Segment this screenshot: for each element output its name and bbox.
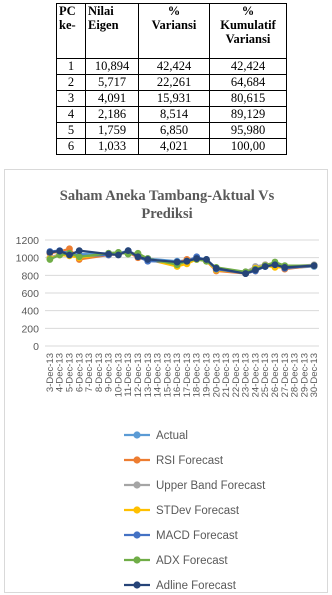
table-row bbox=[57, 75, 287, 91]
data-point bbox=[56, 248, 63, 255]
x-tick-label: 25-Dec-13 bbox=[260, 353, 272, 398]
cell-pc: 1 bbox=[57, 59, 86, 75]
data-point bbox=[281, 264, 288, 271]
cell-eigen: 1,033 bbox=[86, 139, 139, 155]
cell-variance: 15,931 bbox=[139, 91, 210, 107]
legend-swatch-marker bbox=[133, 481, 140, 488]
legend-label: Adline Forecast bbox=[156, 580, 236, 592]
table-header-row bbox=[57, 4, 287, 59]
x-tick-label: 7-Dec-13 bbox=[84, 353, 96, 393]
header-pc: PC ke- bbox=[57, 4, 86, 59]
x-tick-label: 14-Dec-13 bbox=[152, 353, 164, 398]
x-tick-label: 12-Dec-13 bbox=[132, 353, 144, 398]
legend-swatch-marker bbox=[133, 431, 140, 438]
x-tick-label: 23-Dec-13 bbox=[240, 353, 252, 398]
x-tick-label: 30-Dec-13 bbox=[309, 353, 321, 398]
x-tick-label: 22-Dec-13 bbox=[230, 353, 242, 398]
cell-variance: 42,424 bbox=[139, 59, 210, 75]
x-tick-label: 18-Dec-13 bbox=[191, 353, 203, 398]
data-point bbox=[213, 265, 220, 272]
cell-variance: 4,021 bbox=[139, 139, 210, 155]
x-tick-label: 17-Dec-13 bbox=[181, 353, 193, 398]
data-point bbox=[125, 247, 132, 254]
data-point bbox=[174, 259, 181, 266]
data-point bbox=[311, 262, 318, 269]
cell-pc: 5 bbox=[57, 123, 86, 139]
legend-swatch-marker bbox=[133, 581, 140, 588]
data-point bbox=[76, 253, 83, 260]
header-cumulative-variance: % Kumulatif Variansi bbox=[210, 4, 287, 59]
x-tick-label: 11-Dec-13 bbox=[123, 353, 135, 397]
data-point bbox=[115, 252, 122, 259]
table-row bbox=[57, 91, 287, 107]
chart-title-line: Prediksi bbox=[141, 206, 193, 222]
x-tick-label: 29-Dec-13 bbox=[299, 353, 311, 398]
data-point bbox=[193, 255, 200, 262]
legend-label: Actual bbox=[156, 430, 188, 442]
x-tick-label: 13-Dec-13 bbox=[142, 353, 154, 398]
x-tick-label: 21-Dec-13 bbox=[221, 353, 233, 398]
legend-swatch-marker bbox=[133, 531, 140, 538]
data-point bbox=[105, 251, 112, 258]
line-chart bbox=[5, 170, 329, 594]
legend-label: Upper Band Forecast bbox=[156, 480, 266, 492]
data-point bbox=[183, 258, 190, 265]
cell-pc: 2 bbox=[57, 75, 86, 91]
cell-cumulative: 100,00 bbox=[210, 139, 287, 155]
cell-cumulative: 95,980 bbox=[210, 123, 287, 139]
data-point bbox=[46, 249, 53, 256]
cell-eigen: 4,091 bbox=[86, 91, 139, 107]
chart-container bbox=[4, 169, 328, 593]
x-tick-label: 6-Dec-13 bbox=[74, 353, 86, 393]
cell-cumulative: 64,684 bbox=[210, 75, 287, 91]
x-tick-label: 15-Dec-13 bbox=[162, 353, 174, 398]
cell-pc: 3 bbox=[57, 91, 86, 107]
legend-label: ADX Forecast bbox=[156, 555, 228, 567]
cell-variance: 22,261 bbox=[139, 75, 210, 91]
legend-label: STDev Forecast bbox=[156, 505, 240, 517]
y-tick-label: 600 bbox=[21, 288, 39, 300]
cell-variance: 8,514 bbox=[139, 107, 210, 123]
cell-pc: 6 bbox=[57, 139, 86, 155]
cell-cumulative: 42,424 bbox=[210, 59, 287, 75]
x-tick-label: 20-Dec-13 bbox=[211, 353, 223, 398]
cell-eigen: 2,186 bbox=[86, 107, 139, 123]
cell-eigen: 10,894 bbox=[86, 59, 139, 75]
y-tick-label: 800 bbox=[21, 270, 39, 283]
y-tick-label: 200 bbox=[21, 323, 39, 336]
legend-swatch-marker bbox=[133, 556, 140, 563]
data-point bbox=[46, 256, 53, 263]
header-eigen: Nilai Eigen bbox=[86, 4, 139, 59]
x-tick-label: 4-Dec-13 bbox=[54, 353, 66, 393]
x-tick-label: 9-Dec-13 bbox=[103, 353, 115, 393]
data-point bbox=[242, 270, 249, 277]
x-tick-label: 8-Dec-13 bbox=[93, 353, 105, 393]
legend-swatch-marker bbox=[133, 506, 140, 513]
data-point bbox=[135, 253, 142, 260]
cell-cumulative: 80,615 bbox=[210, 91, 287, 107]
x-tick-label: 16-Dec-13 bbox=[172, 353, 184, 398]
data-point bbox=[203, 256, 210, 263]
x-tick-label: 26-Dec-13 bbox=[269, 353, 281, 398]
table-row bbox=[57, 59, 287, 75]
legend-swatch-marker bbox=[133, 456, 140, 463]
cell-pc: 4 bbox=[57, 107, 86, 123]
x-tick-label: 3-Dec-13 bbox=[44, 353, 56, 393]
x-tick-label: 5-Dec-13 bbox=[64, 353, 76, 393]
cell-cumulative: 89,129 bbox=[210, 107, 287, 123]
legend-label: RSI Forecast bbox=[156, 455, 224, 467]
data-point bbox=[262, 263, 269, 270]
table-row bbox=[57, 123, 287, 139]
table-row bbox=[57, 139, 287, 155]
y-tick-label: 1200 bbox=[15, 235, 39, 247]
data-point bbox=[144, 256, 151, 263]
cell-eigen: 5,717 bbox=[86, 75, 139, 91]
data-point bbox=[272, 261, 279, 268]
pca-variance-table bbox=[56, 3, 287, 155]
header-variance: % Variansi bbox=[139, 4, 210, 59]
cell-eigen: 1,759 bbox=[86, 123, 139, 139]
x-tick-label: 19-Dec-13 bbox=[201, 353, 213, 398]
y-tick-label: 0 bbox=[33, 341, 39, 353]
legend-label: MACD Forecast bbox=[156, 530, 238, 542]
cell-variance: 6,850 bbox=[139, 123, 210, 139]
x-tick-label: 28-Dec-13 bbox=[289, 353, 301, 398]
data-point bbox=[76, 247, 83, 254]
data-point bbox=[252, 267, 259, 274]
x-tick-label: 27-Dec-13 bbox=[279, 353, 291, 398]
table-row bbox=[57, 107, 287, 123]
x-tick-label: 24-Dec-13 bbox=[250, 353, 262, 398]
y-tick-label: 400 bbox=[21, 305, 39, 318]
chart-title-line: Saham Aneka Tambang-Aktual Vs bbox=[59, 188, 275, 204]
data-point bbox=[66, 252, 73, 259]
x-tick-label: 10-Dec-13 bbox=[113, 353, 125, 398]
y-tick-label: 1000 bbox=[15, 252, 39, 265]
